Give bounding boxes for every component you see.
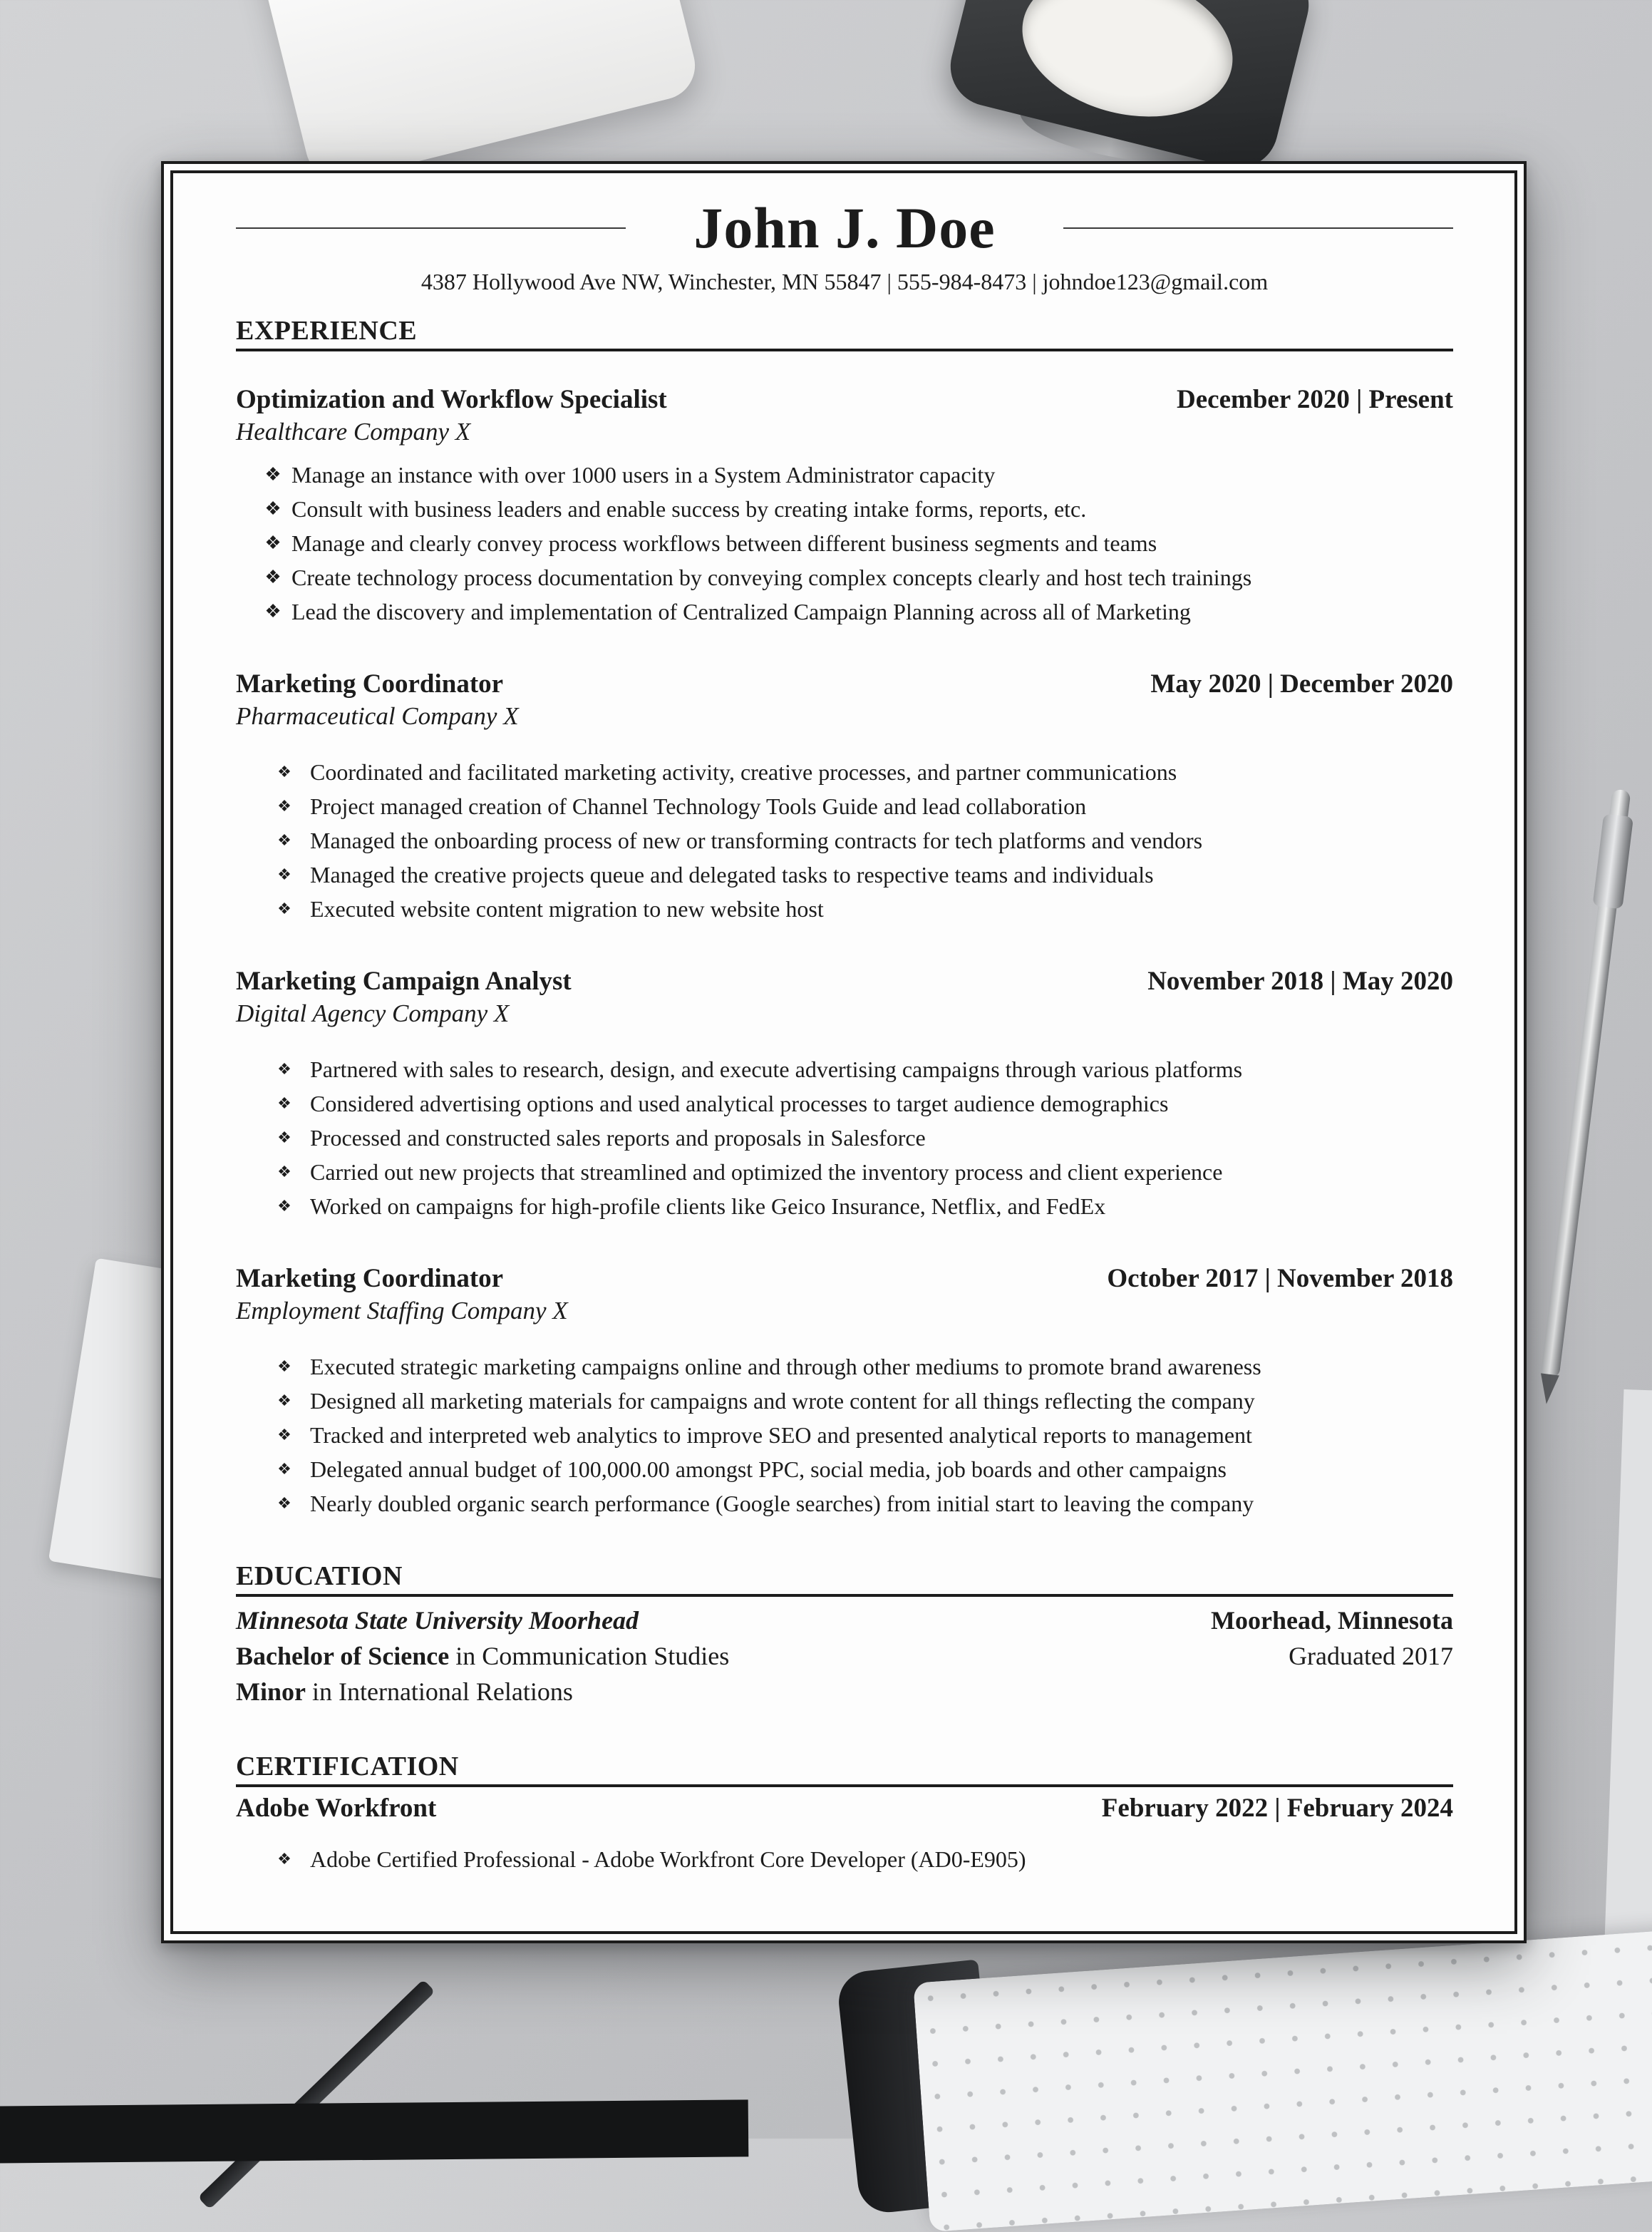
certification-row bbox=[236, 1793, 1453, 1824]
bullet-list bbox=[236, 1349, 1453, 1521]
bullet-item bbox=[236, 1418, 1453, 1452]
bullet-text: Considered advertising options and used analytical processes to target audience demographics bbox=[310, 1091, 1169, 1116]
bullet-diamond-icon: ❖ bbox=[277, 1426, 291, 1444]
bullet-diamond-icon: ❖ bbox=[264, 533, 282, 553]
bullet-list bbox=[236, 755, 1453, 926]
bullet-item bbox=[236, 1384, 1453, 1418]
bullet-item bbox=[236, 1452, 1453, 1486]
bullet-text: Lead the discovery and implementation of Centralized Campaign Planning across all of Marketing bbox=[291, 599, 1191, 624]
bullet-diamond-icon: ❖ bbox=[277, 1163, 291, 1181]
job-entry bbox=[236, 384, 1453, 629]
education-degree-bold: Bachelor of Science bbox=[236, 1642, 450, 1670]
job-dates: November 2018 | May 2020 bbox=[1147, 967, 1453, 996]
education-school-row bbox=[236, 1603, 1453, 1638]
job-entry bbox=[236, 669, 1453, 926]
bullet-item bbox=[236, 492, 1453, 526]
education-degree-rest: in Communication Studies bbox=[449, 1642, 730, 1670]
resume-header bbox=[236, 195, 1453, 262]
job-company: Digital Agency Company X bbox=[236, 999, 510, 1027]
job-company: Employment Staffing Company X bbox=[236, 1297, 568, 1325]
certification-dates: February 2022 | February 2024 bbox=[1101, 1794, 1453, 1823]
bullet-item bbox=[236, 1121, 1453, 1155]
bullet-diamond-icon: ❖ bbox=[264, 601, 282, 622]
resume-sheet bbox=[161, 161, 1527, 1943]
education-minor-bold: Minor bbox=[236, 1677, 306, 1706]
bullet-text: Designed all marketing materials for campaigns and wrote content for all things reflecting the company bbox=[310, 1388, 1255, 1414]
bullet-text: Tracked and interpreted web analytics to improve SEO and presented analytical reports to management bbox=[310, 1422, 1252, 1448]
bullet-diamond-icon: ❖ bbox=[277, 797, 291, 815]
bullet-item bbox=[236, 1486, 1453, 1521]
bullet-item bbox=[236, 1155, 1453, 1189]
bullet-item bbox=[236, 1842, 1453, 1876]
bullet-diamond-icon: ❖ bbox=[277, 1357, 291, 1375]
section-header-experience: EXPERIENCE bbox=[236, 315, 1453, 351]
education-degree bbox=[236, 1638, 729, 1674]
dark-pencil bbox=[197, 1980, 435, 2210]
bullet-diamond-icon: ❖ bbox=[277, 1494, 291, 1512]
bullet-text: Executed website content migration to new website host bbox=[310, 896, 824, 922]
bullet-diamond-icon: ❖ bbox=[277, 1392, 291, 1409]
bullet-diamond-icon: ❖ bbox=[277, 1460, 291, 1478]
job-company: Pharmaceutical Company X bbox=[236, 702, 519, 730]
bullet-diamond-icon: ❖ bbox=[277, 865, 291, 883]
bullet-text: Worked on campaigns for high-profile clients like Geico Insurance, Netflix, and FedEx bbox=[310, 1193, 1106, 1219]
job-entry bbox=[236, 1263, 1453, 1521]
job-title: Marketing Campaign Analyst bbox=[236, 967, 572, 996]
job-title-row bbox=[236, 1263, 1453, 1294]
job-dates: May 2020 | December 2020 bbox=[1150, 669, 1453, 699]
education-graduated: Graduated 2017 bbox=[1289, 1642, 1453, 1670]
job-dates: December 2020 | Present bbox=[1177, 385, 1453, 414]
education-school: Minnesota State University Moorhead bbox=[236, 1606, 639, 1635]
bullet-text: Create technology process documentation by conveying complex concepts clearly and host tech trainings bbox=[291, 565, 1252, 590]
job-title-row bbox=[236, 384, 1453, 415]
job-dates: October 2017 | November 2018 bbox=[1107, 1264, 1453, 1293]
bullet-item bbox=[236, 526, 1453, 560]
bullet-diamond-icon: ❖ bbox=[264, 464, 282, 485]
bullet-diamond-icon: ❖ bbox=[264, 567, 282, 587]
bullet-text: Adobe Certified Professional - Adobe Workfront Core Developer (AD0-E905) bbox=[310, 1846, 1026, 1872]
bullet-item bbox=[236, 823, 1453, 858]
job-title: Optimization and Workflow Specialist bbox=[236, 385, 667, 414]
bullet-text: Managed the creative projects queue and delegated tasks to respective teams and individuals bbox=[310, 862, 1154, 888]
bullet-list bbox=[236, 1052, 1453, 1223]
bullet-item bbox=[236, 1349, 1453, 1384]
bullet-item bbox=[236, 755, 1453, 789]
bullet-diamond-icon: ❖ bbox=[277, 1128, 291, 1146]
contact-line: 4387 Hollywood Ave NW, Winchester, MN 55847 | 555-984-8473 | johndoe123@gmail.com bbox=[420, 269, 1269, 294]
page-title: John J. Doe bbox=[693, 195, 996, 260]
job-entry bbox=[236, 966, 1453, 1223]
bullet-item bbox=[236, 458, 1453, 492]
bullet-item bbox=[236, 1189, 1453, 1223]
coffee-cup bbox=[253, 0, 702, 187]
education-degree-row bbox=[236, 1638, 1453, 1674]
certification-name: Adobe Workfront bbox=[236, 1794, 437, 1823]
bullet-list bbox=[236, 458, 1453, 629]
education-minor-rest: in International Relations bbox=[305, 1677, 573, 1706]
name-decoration-line-left bbox=[236, 227, 626, 229]
education-location: Moorhead, Minnesota bbox=[1211, 1606, 1453, 1635]
bullet-item bbox=[236, 858, 1453, 892]
bullet-text: Consult with business leaders and enable success by creating intake forms, reports, etc. bbox=[291, 496, 1087, 522]
bullet-item bbox=[236, 892, 1453, 926]
education-minor-row bbox=[236, 1674, 1453, 1709]
job-title-row bbox=[236, 669, 1453, 699]
bullet-item bbox=[236, 789, 1453, 823]
section-header-certification: CERTIFICATION bbox=[236, 1751, 1453, 1787]
bullet-text: Partnered with sales to research, design, and execute advertising campaigns through various platforms bbox=[310, 1056, 1243, 1082]
bullet-item bbox=[236, 1086, 1453, 1121]
bullet-text: Manage and clearly convey process workflows between different business segments and teams bbox=[291, 530, 1157, 556]
section-header-education: EDUCATION bbox=[236, 1560, 1453, 1597]
bullet-text: Coordinated and facilitated marketing activity, creative processes, and partner communications bbox=[310, 759, 1177, 785]
job-company: Healthcare Company X bbox=[236, 418, 471, 446]
bullet-text: Manage an instance with over 1000 users in a System Administrator capacity bbox=[291, 462, 996, 488]
bullet-diamond-icon: ❖ bbox=[277, 1060, 291, 1078]
silver-pen bbox=[1541, 789, 1631, 1379]
bullet-item bbox=[236, 595, 1453, 629]
bullet-text: Carried out new projects that streamlined and optimized the inventory process and client experience bbox=[310, 1159, 1223, 1185]
notebook-dotted-page bbox=[913, 1927, 1652, 2232]
bullet-item bbox=[236, 560, 1453, 595]
candle-wax bbox=[1007, 0, 1248, 138]
name-decoration-line-right bbox=[1063, 227, 1453, 229]
job-title: Marketing Coordinator bbox=[236, 669, 504, 699]
job-title: Marketing Coordinator bbox=[236, 1264, 504, 1293]
bullet-item bbox=[236, 1052, 1453, 1086]
bullet-diamond-icon: ❖ bbox=[277, 1197, 291, 1215]
resume-frame bbox=[170, 170, 1517, 1934]
bullet-text: Delegated annual budget of 100,000.00 amongst PPC, social media, job boards and other campaigns bbox=[310, 1456, 1227, 1482]
job-title-row bbox=[236, 966, 1453, 997]
notebook-edge bbox=[1604, 1389, 1652, 1982]
bullet-diamond-icon: ❖ bbox=[277, 1094, 291, 1112]
bullet-diamond-icon: ❖ bbox=[277, 831, 291, 849]
certification-bullet-list bbox=[236, 1842, 1453, 1876]
bullet-diamond-icon: ❖ bbox=[277, 1850, 291, 1868]
bullet-diamond-icon: ❖ bbox=[264, 498, 282, 519]
education-minor bbox=[236, 1674, 573, 1709]
table-edge bbox=[0, 2099, 748, 2163]
bullet-text: Processed and constructed sales reports and proposals in Salesforce bbox=[310, 1125, 926, 1151]
bullet-text: Managed the onboarding process of new or transforming contracts for tech platforms and vendors bbox=[310, 828, 1203, 853]
bullet-text: Executed strategic marketing campaigns online and through other mediums to promote brand awareness bbox=[310, 1354, 1261, 1379]
bullet-text: Nearly doubled organic search performance (Google searches) from initial start to leaving the company bbox=[310, 1491, 1254, 1516]
bullet-text: Project managed creation of Channel Technology Tools Guide and lead collaboration bbox=[310, 793, 1087, 819]
bullet-diamond-icon: ❖ bbox=[277, 763, 291, 781]
bullet-diamond-icon: ❖ bbox=[277, 900, 291, 917]
